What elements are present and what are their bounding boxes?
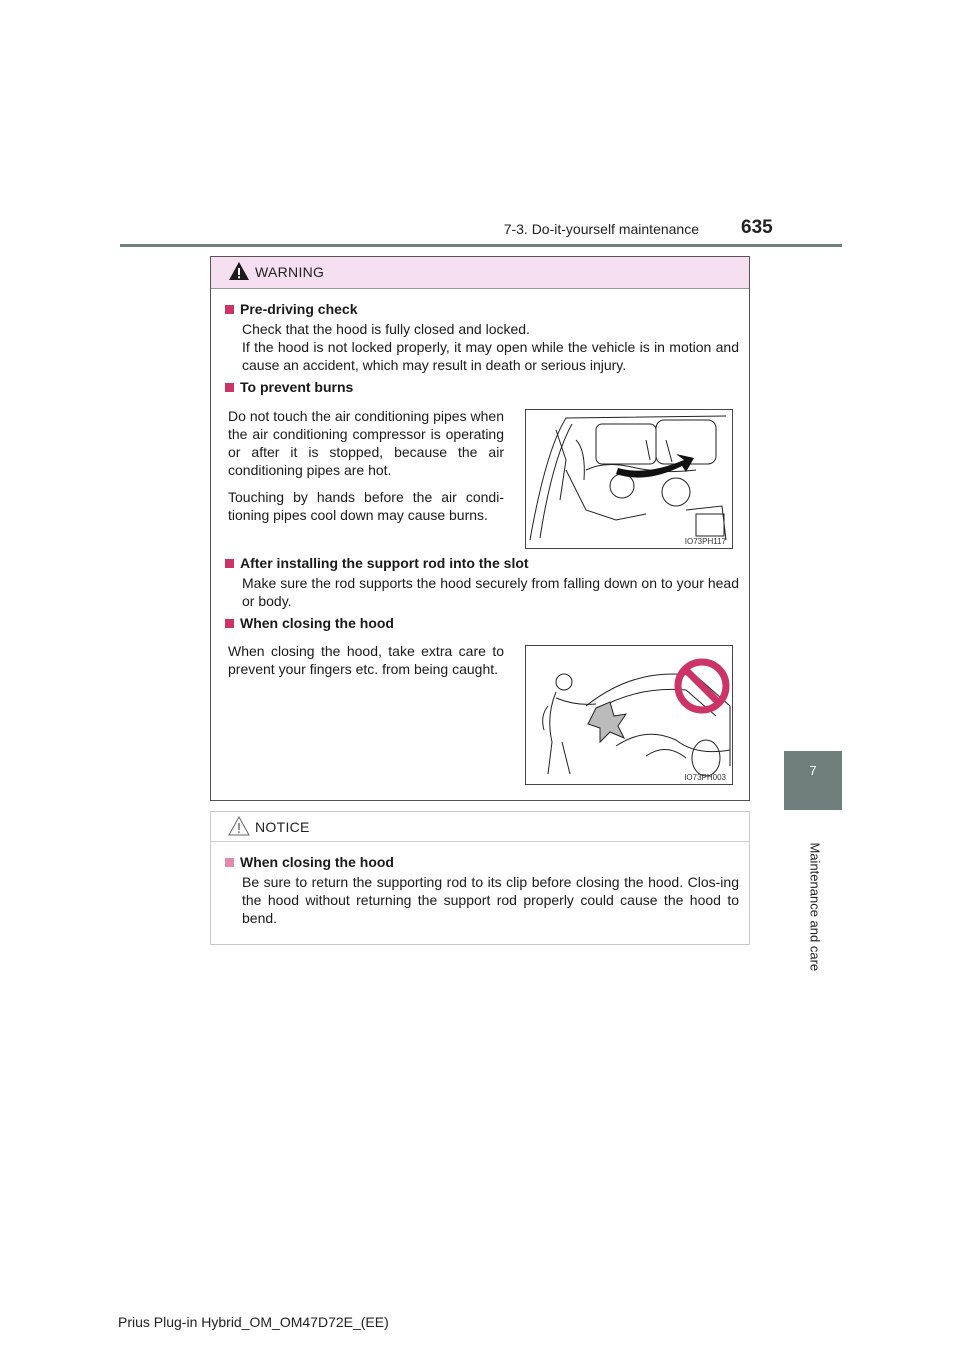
notice-title: NOTICE [255,819,310,835]
warning-section-pre-driving [225,301,739,374]
burns-text [228,407,504,533]
section-text: Make sure the rod supports the hood securely from falling down on to your head or body. [242,575,739,609]
chapter-number: 7 [809,763,817,778]
chapter-tab [784,751,842,810]
caution-triangle-icon [228,816,250,836]
section-text: Check that the hood is fully closed and locked. If the hood is not locked properly, it may open while the vehicle is in motion and cause an accident, which may result in death or serious injury. [242,321,739,373]
section-heading: When closing the hood [240,615,394,631]
document-footer: Prius Plug-in Hybrid_OM_OM47D72E_(EE) [118,1314,389,1330]
header-divider [120,244,842,247]
figure-code: IO73PH003 [684,773,726,782]
section-heading: Pre-driving check [240,301,358,317]
notice-header [211,812,749,842]
warning-section-burns [225,379,739,395]
square-bullet-icon [225,619,234,628]
engine-bay-drawing [526,410,732,548]
section-heading: After installing the support rod into the slot [240,555,529,571]
chapter-title: Maintenance and care [807,842,823,972]
warning-triangle-icon [228,261,250,281]
square-bullet-icon [225,858,234,867]
square-bullet-icon [225,383,234,392]
closing-hood-illustration [525,645,733,785]
closing-hood-drawing [526,646,732,784]
section-text: Be sure to return the supporting rod to its clip before closing the hood. Clos-ing the hood without returning the support rod properly could cause the hood to bend. [242,874,739,926]
warning-box [210,256,750,801]
warning-section-support-rod [225,555,739,610]
square-bullet-icon [225,305,234,314]
engine-bay-illustration [525,409,733,549]
paragraph: Do not touch the air conditioning pipes when the air conditioning compressor is operating or after it is stopped, because the air conditioning pipes are hot. [228,408,504,478]
warning-title: WARNING [255,264,325,280]
notice-box [210,811,750,945]
section-heading: When closing the hood [240,854,394,870]
notice-section-closing-hood [225,854,739,927]
page-number: 635 [741,217,773,238]
warning-header [211,257,749,289]
paragraph: When closing the hood, take extra care to prevent your fingers etc. from being caught. [228,643,504,677]
warning-section-closing-hood [225,615,739,631]
paragraph: Touching by hands before the air condi-tioning pipes cool down may cause burns. [228,489,504,523]
section-heading: To prevent burns [240,379,354,395]
section-title: 7-3. Do-it-yourself maintenance [503,221,699,237]
square-bullet-icon [225,559,234,568]
closing-hood-text [228,642,504,687]
figure-code: IO73PH117 [684,537,726,546]
